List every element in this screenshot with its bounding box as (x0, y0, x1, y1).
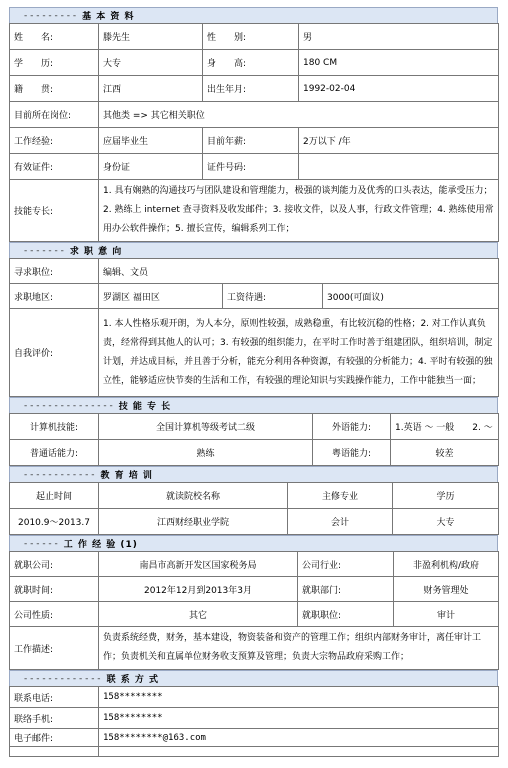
native-value: 江西 (99, 76, 203, 102)
basic-info-table (9, 23, 499, 242)
mobile-value: 158******** (99, 708, 499, 729)
field-label: 求职地区: (10, 284, 99, 309)
name-value: 滕先生 (99, 24, 203, 50)
section-title: 工 作 经 验 (1) (63, 540, 138, 550)
column-header: 学历 (393, 483, 499, 509)
experience-value: 应届毕业生 (99, 128, 203, 154)
certificate-value: 身份证 (99, 154, 203, 180)
cantonese-value: 较差 (391, 440, 499, 466)
section-title: 基 本 资 料 (82, 12, 135, 22)
field-label: 学 历: (10, 50, 99, 76)
field-label: 自我评价: (10, 309, 99, 397)
certificate-number-value (299, 154, 499, 180)
section-title: 技 能 专 长 (118, 402, 172, 412)
department-value: 财务管理处 (394, 577, 499, 602)
field-label: 粤语能力: (313, 440, 391, 466)
education-value: 大专 (99, 50, 203, 76)
field-label: 目前所在岗位: (10, 102, 99, 128)
header-dashes: - - - - - - - - - - - - - - - (24, 400, 113, 411)
field-label: 就职时间: (10, 577, 99, 602)
field-label: 公司性质: (10, 602, 99, 627)
skills-table (9, 413, 499, 466)
section-header-work (9, 535, 498, 551)
period-cell: 2010.9～2013.7 (10, 509, 99, 535)
header-dashes: - - - - - - - - - - - - - (24, 673, 101, 684)
section-header-basic (9, 7, 498, 23)
field-label: 联系电话: (10, 687, 99, 708)
field-label: 工资待遇: (223, 284, 323, 309)
phone-value: 158******** (99, 687, 499, 708)
section-header-contact (9, 670, 498, 686)
section-title: 求 职 意 向 (69, 247, 123, 257)
field-label: 工作描述: (10, 627, 99, 670)
company-nature-value: 其它 (99, 602, 298, 627)
header-dashes: - - - - - - - - - - - - (24, 469, 95, 480)
pay-value: 3000(可面议) (323, 284, 499, 309)
school-cell: 江西财经职业学院 (99, 509, 288, 535)
work-description-text: 负责系统经费，财务，基本建设，物资装备和资产的管理工作；组织内部财务审计，离任审计工作；负责机关和直属单位财务收支预算及管理；负责大宗物品政府采购工作； (99, 627, 499, 670)
field-label: 就职公司: (10, 552, 99, 577)
field-label: 目前年薪: (203, 128, 299, 154)
foreign-language-value: 1.英语 ～ 一般 2. ～ (391, 414, 499, 440)
birth-value: 1992-02-04 (299, 76, 499, 102)
header-dashes: - - - - - - - (24, 245, 64, 256)
salary-value: 2万以下 /年 (299, 128, 499, 154)
mandarin-value: 熟练 (99, 440, 313, 466)
major-cell: 会计 (288, 509, 393, 535)
field-label: 外语能力: (313, 414, 391, 440)
gender-value: 男 (299, 24, 499, 50)
section-header-skills (9, 397, 498, 413)
field-label: 身 高: (203, 50, 299, 76)
field-label: 姓 名: (10, 24, 99, 50)
column-header: 就读院校名称 (99, 483, 288, 509)
section-header-education (9, 466, 498, 482)
education-table (9, 482, 499, 535)
header-dashes: - - - - - - (24, 538, 58, 549)
field-label: 出生年月: (203, 76, 299, 102)
area-value: 罗湖区 福田区 (99, 284, 223, 309)
work-table (9, 551, 499, 670)
field-label: 就职职位: (298, 602, 394, 627)
field-label: 计算机技能: (10, 414, 99, 440)
computer-skill-value: 全国计算机等级考试二级 (99, 414, 313, 440)
empty-cell (10, 747, 99, 757)
field-label: 电子邮件: (10, 729, 99, 747)
current-post-value: 其他类 => 其它相关职位 (99, 102, 499, 128)
resume-sheet (9, 7, 498, 757)
field-label: 证件号码: (203, 154, 299, 180)
position-value: 审计 (394, 602, 499, 627)
field-label: 普通话能力: (10, 440, 99, 466)
height-value: 180 CM (299, 50, 499, 76)
period-value: 2012年12月到2013年3月 (99, 577, 298, 602)
field-label: 公司行业: (298, 552, 394, 577)
field-label: 就职部门: (298, 577, 394, 602)
field-label: 性 别: (203, 24, 299, 50)
degree-cell: 大专 (393, 509, 499, 535)
table-row (10, 509, 499, 535)
section-header-intent (9, 242, 498, 258)
field-label: 工作经验: (10, 128, 99, 154)
field-label: 寻求职位: (10, 259, 99, 284)
field-label: 籍 贯: (10, 76, 99, 102)
column-header: 起止时间 (10, 483, 99, 509)
header-dashes: - - - - - - - - - (24, 10, 77, 21)
intent-table (9, 258, 499, 397)
contact-table (9, 686, 499, 757)
field-label: 有效证件: (10, 154, 99, 180)
column-header: 主修专业 (288, 483, 393, 509)
skill-text: 1. 具有娴熟的沟通技巧与团队建设和管理能力，极强的谈判能力及优秀的口头表达，能承受压力；2. 熟练上 internet 查寻资料及收发邮件；3. 接收文件，以及人事，行政文件管理；4. 熟练使用常用办公软件操作；5. 擅长宣传，编辑系列工作； (99, 180, 499, 242)
email-value: 158********@163.com (99, 729, 499, 747)
field-label: 技能专长: (10, 180, 99, 242)
company-value: 南昌市高新开发区国家税务局 (99, 552, 298, 577)
job-value: 编辑、文员 (99, 259, 499, 284)
section-title: 联 系 方 式 (106, 675, 159, 685)
industry-value: 非盈利机构/政府 (394, 552, 499, 577)
empty-cell (99, 747, 499, 757)
section-title: 教 育 培 训 (100, 471, 153, 481)
field-label: 联络手机: (10, 708, 99, 729)
self-evaluation-text: 1. 本人性格乐观开朗，为人本分，原则性较强，成熟稳重，有比较沉稳的性格；2. 对工作认真负责，经常得到其他人的认可；3. 有较强的组织能力，在平时工作时善于组建团队，组织培训，制定计划，并达成目标，并且善于分析，能充分利用各种资源，有较强的分析能力；4. 平时有较强的独立性，能够适应快节奏的生活和工作，有较强的理论知识与实践操作能力，工作中能独当一面； (99, 309, 499, 397)
